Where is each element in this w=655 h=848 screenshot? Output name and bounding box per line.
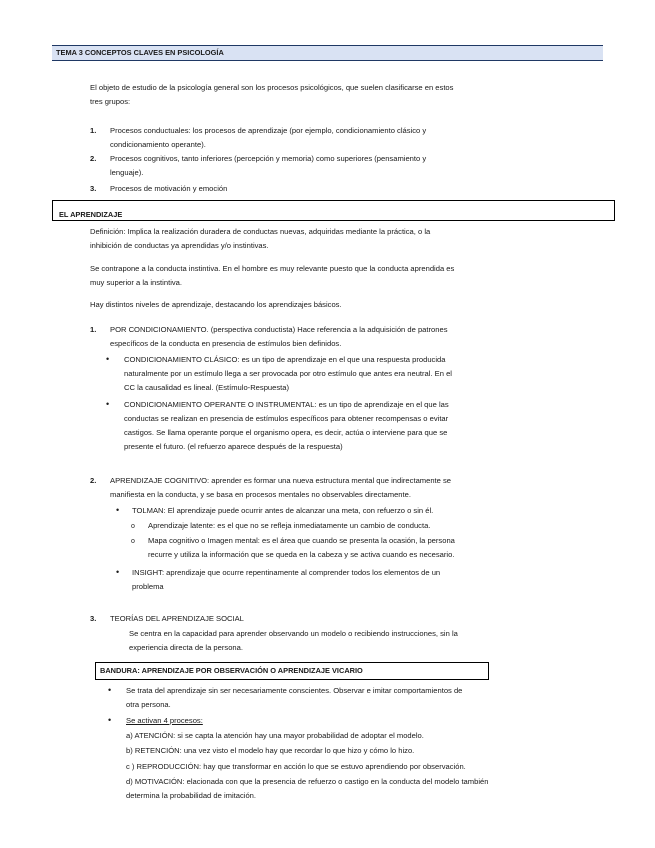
tolman-line: TOLMAN: El aprendizaje puede ocurrir antes de alcanzar una meta, con refuerzo o sin él. — [132, 506, 434, 515]
process-label: c ) REPRODUCCIÓN — [126, 762, 199, 771]
section-title: EL APRENDIZAJE — [59, 210, 123, 219]
bandura-box — [95, 662, 489, 680]
cond-classic-3: CC la causalidad es lineal. (Estímulo-Respuesta) — [124, 383, 290, 392]
bullet: • — [108, 715, 112, 725]
insight-line-2: problema — [132, 582, 164, 591]
group-item-cont: condicionamiento operante). — [110, 140, 206, 149]
group-item — [110, 125, 426, 137]
processes-heading — [126, 715, 203, 727]
levels-line: Hay distintos niveles de aprendizaje, destacando los aprendizajes básicos. — [90, 300, 342, 309]
group-item-cont: lenguaje). — [110, 168, 144, 177]
definition-line-1: Definición: Implica la realización duradera de conductas nuevas, adquiridas mediante la práctica, o la — [90, 227, 431, 236]
bullet: • — [106, 354, 110, 364]
cog-line-1: APRENDIZAJE COGNITIVO: aprender es formar una nueva estructura mental que indirectamente se — [110, 476, 452, 485]
intro-line-1: El objeto de estudio de la psicología general son los procesos psicológicos, que suelen clasificarse en estos — [90, 83, 454, 92]
social-line-1: Se centra en la capacidad para aprender observando un modelo o recibiendo instrucciones, sin la — [129, 629, 458, 638]
latent-line: Aprendizaje latente: es el que no se refleja inmediatamente un cambio de conducta. — [148, 521, 431, 530]
processes-heading-text: Se activan 4 procesos: — [126, 716, 203, 725]
list-number: 1. — [90, 325, 97, 334]
insight-line-1: INSIGHT: aprendizaje que ocurre repentinamente al comprender todos los elementos de un — [132, 568, 441, 577]
process-motivation-cont: determina la probabilidad de imitación. — [126, 791, 257, 800]
group-item-bold: Procesos cognitivos — [110, 154, 178, 163]
process-motivation — [126, 776, 488, 788]
sub-bullet: o — [131, 523, 135, 530]
cond-classic-2: naturalmente por un estímulo llega a ser provocada por otro estímulo que antes era neutral. En el — [124, 369, 452, 378]
list-number: 3. — [90, 614, 97, 623]
bullet: • — [108, 685, 112, 695]
cond-operant-4: presente el futuro. (el refuerzo aparece después de la respuesta) — [124, 442, 343, 451]
process-label: b) RETENCIÓN — [126, 746, 180, 755]
process-attention — [126, 730, 424, 742]
intro-line-2: tres grupos: — [90, 97, 131, 106]
contrast-line-2: muy superior a la instintiva. — [90, 278, 183, 287]
document-title: TEMA 3 CONCEPTOS CLAVES EN PSICOLOGÍA — [56, 48, 224, 57]
cog-line-2: manifiesta en la conducta, y se basa en procesos mentales no observables directamente. — [110, 490, 411, 499]
bandura-title: BANDURA: APRENDIZAJE POR OBSERVACIÓN O APRENDIZAJE VICARIO — [100, 666, 363, 675]
group-item-bold: Procesos conductuales: — [110, 126, 191, 135]
group-item — [110, 183, 227, 195]
bullet: • — [116, 567, 120, 577]
process-label: a) ATENCIÓN — [126, 731, 174, 740]
bandura-line-1: Se trata del aprendizaje sin ser necesariamente conscientes. Observar e imitar comportamientos de — [126, 686, 463, 695]
bullet: • — [116, 505, 120, 515]
group-item-text: los procesos de aprendizaje (por ejemplo, condicionamiento clásico y — [190, 126, 427, 135]
cond-line-1: POR CONDICIONAMIENTO. (perspectiva conductista) Hace referencia a la adquisición de patrones — [110, 325, 448, 334]
group-item-text: , tanto inferiores (percepción y memoria) como superiores (pensamiento y — [177, 154, 427, 163]
process-reproduction — [126, 761, 466, 773]
cond-operant-2: conductas se realizan en presencia de estímulos específicos para obtener recompensas o evitar — [124, 414, 449, 423]
section-header-bar — [52, 45, 603, 61]
group-number: 2. — [90, 154, 97, 163]
cognitive-map-line-2: recurre y utiliza la información que se queda en la cabeza y se activa cuando es necesario. — [148, 550, 455, 559]
group-item-bold: Procesos de motivación y emoción — [110, 184, 228, 193]
social-title: TEORÍAS DEL APRENDIZAJE SOCIAL — [110, 614, 244, 623]
cognitive-map-line-1: Mapa cognitivo o Imagen mental: es el área que cuando se presenta la ocasión, la persona — [148, 536, 455, 545]
social-line-2: experiencia directa de la persona. — [129, 643, 243, 652]
process-retention — [126, 745, 414, 757]
cond-operant-1: CONDICIONAMIENTO OPERANTE O INSTRUMENTAL: es un tipo de aprendizaje en el que las — [124, 400, 449, 409]
cond-operant-3: castigos. Se llama operante porque el organismo opera, es decir, actúa o interviene para que se — [124, 428, 448, 437]
sub-bullet: o — [131, 538, 135, 545]
list-number: 2. — [90, 476, 97, 485]
group-number: 1. — [90, 126, 97, 135]
bandura-line-2: otra persona. — [126, 700, 171, 709]
group-number: 3. — [90, 184, 97, 193]
definition-line-2: inhibición de conductas ya aprendidas y/o instintivas. — [90, 241, 269, 250]
bullet: • — [106, 399, 110, 409]
section-box-aprendizaje — [52, 200, 615, 221]
group-item — [110, 153, 426, 165]
process-text: : si se capta la atención hay una mayor probabilidad de adoptar el modelo. — [173, 731, 424, 740]
process-text: : hay que transformar en acción lo que se estuvo aprendiendo por observación. — [199, 762, 466, 771]
process-text: : elacionada con que la presencia de refuerzo o castigo en la conducta del modelo también — [182, 777, 489, 786]
cond-classic-1: CONDICIONAMIENTO CLÁSICO: es un tipo de aprendizaje en el que una respuesta producida — [124, 355, 446, 364]
cond-line-2: específicos de la conducta en presencia de estímulos bien definidos. — [110, 339, 342, 348]
process-label: d) MOTIVACIÓN — [126, 777, 183, 786]
process-text: : una vez visto el modelo hay que recordar lo que hizo y cómo lo hizo. — [179, 746, 415, 755]
contrast-line-1: Se contrapone a la conducta instintiva. En el hombre es muy relevante puesto que la conducta aprendida es — [90, 264, 455, 273]
